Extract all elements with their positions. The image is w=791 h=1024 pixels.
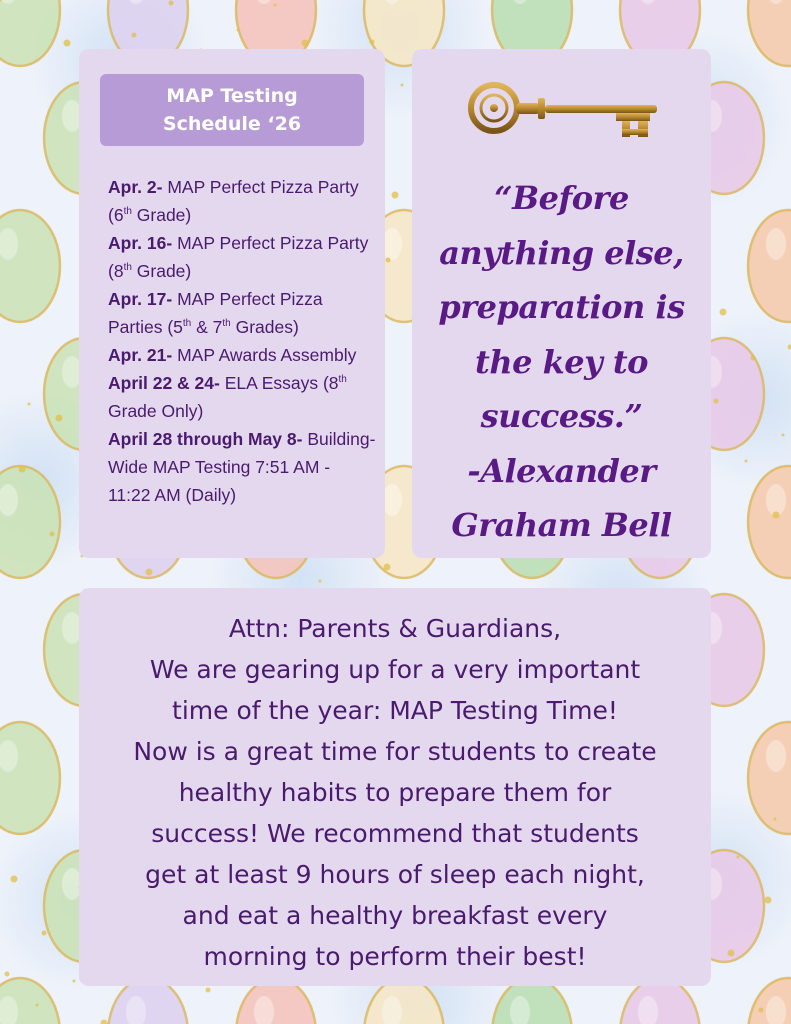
schedule-date: Apr. 2-	[108, 177, 163, 197]
key-icon	[464, 79, 660, 141]
quote-text	[422, 171, 701, 553]
message-line: get at least 9 hours of sleep each night,	[145, 860, 645, 889]
message-panel	[79, 588, 711, 986]
schedule-date: Apr. 17-	[108, 289, 173, 309]
message-line: success! We recommend that students	[151, 819, 639, 848]
schedule-date: Apr. 21-	[108, 345, 173, 365]
quote-line: preparation is	[438, 288, 685, 326]
schedule-date: Apr. 16-	[108, 233, 173, 253]
message-line: morning to perform their best!	[203, 942, 587, 971]
message-line: and eat a healthy breakfast every	[182, 901, 608, 930]
schedule-date: April 22 & 24-	[108, 373, 220, 393]
schedule-title-line-1: MAP Testing	[166, 85, 298, 107]
quote-panel	[412, 49, 711, 558]
schedule-title-line-2: Schedule ‘26	[162, 113, 302, 135]
schedule-date: April 28 through May 8-	[108, 429, 303, 449]
message-line: Now is a great time for students to create	[133, 737, 657, 766]
quote-line: -Alexander	[467, 451, 656, 490]
schedule-item: Apr. 16- MAP Perfect Pizza Party (8th Grade)	[108, 233, 369, 281]
schedule-panel	[79, 49, 385, 558]
quote-line: anything else,	[439, 233, 684, 272]
schedule-item: April 28 through May 8- Building-Wide MAP Testing 7:51 AM - 11:22 AM (Daily)	[108, 429, 376, 505]
quote-line: “Before	[494, 179, 629, 217]
schedule-list	[108, 173, 376, 509]
schedule-title	[100, 74, 364, 146]
message-line: time of the year: MAP Testing Time!	[172, 696, 618, 725]
quote-line: success.”	[480, 397, 643, 435]
message-line: healthy habits to prepare them for	[178, 778, 612, 807]
message-text	[91, 608, 699, 977]
schedule-item: April 22 & 24- ELA Essays (8th Grade Only)	[108, 373, 347, 421]
schedule-item: Apr. 2- MAP Perfect Pizza Party (6th Grade)	[108, 177, 359, 225]
schedule-item: Apr. 21- MAP Awards Assembly	[108, 345, 357, 365]
quote-line: Graham Bell	[451, 506, 672, 544]
message-line: Attn: Parents & Guardians,	[228, 614, 562, 643]
message-line: We are gearing up for a very important	[149, 655, 641, 684]
schedule-item: Apr. 17- MAP Perfect Pizza Parties (5th & 7th Grades)	[108, 289, 323, 337]
quote-line: the key to	[475, 342, 648, 381]
